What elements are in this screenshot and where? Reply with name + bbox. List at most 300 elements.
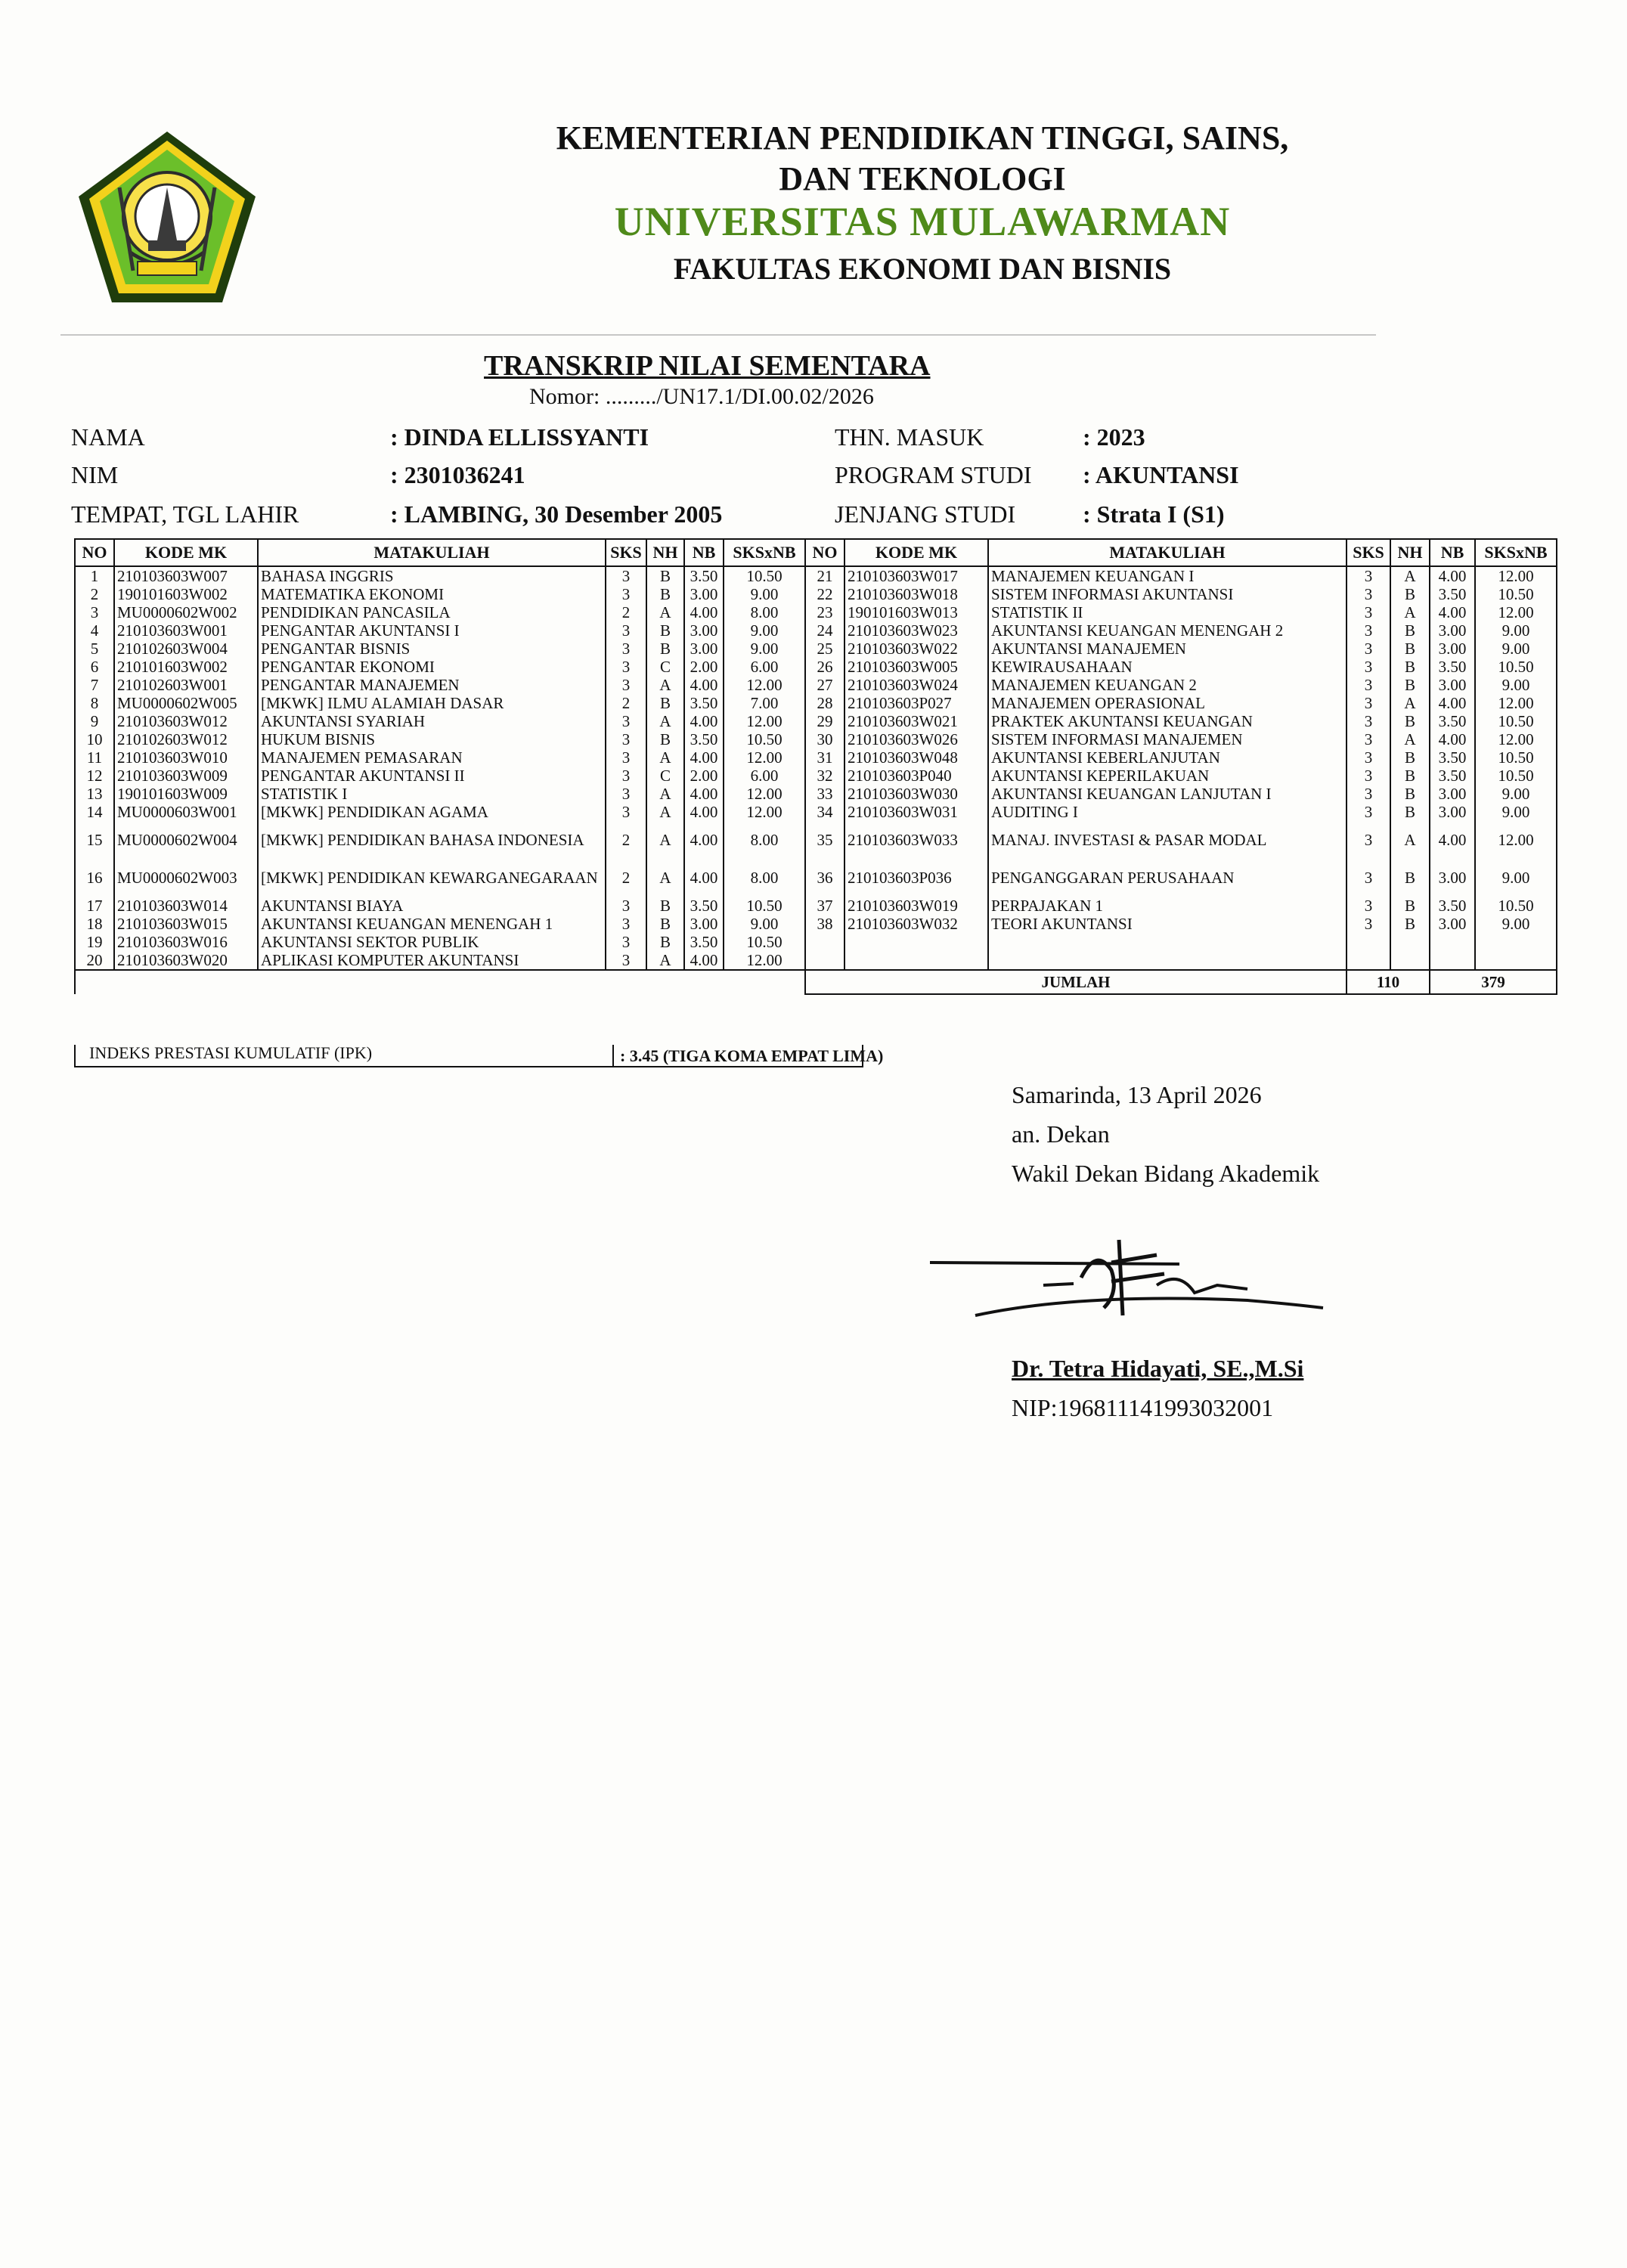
course-nb: 3.00 [1430,785,1475,803]
course-nb: 3.00 [1430,640,1475,658]
course-sks: 3 [606,897,646,915]
course-name: APLIKASI KOMPUTER AKUNTANSI [258,951,606,970]
signer-position: Wakil Dekan Bidang Akademik [1012,1160,1320,1187]
course-nb: 3.00 [1430,621,1475,640]
course-code: 210101603W002 [114,658,258,676]
signer-nip: NIP:196811141993032001 [1012,1394,1274,1421]
course-name: AKUNTANSI BIAYA [258,897,606,915]
total-sks: 110 [1347,970,1430,994]
course-sks: 3 [606,803,646,821]
course-nh: B [1390,712,1430,730]
course-nh: B [646,915,684,933]
handwritten-signature [930,1232,1338,1346]
course-nh: B [646,730,684,748]
course-sksxnb: 10.50 [724,566,805,585]
course-sks: 3 [1347,603,1390,621]
course-sksxnb: 9.00 [1475,859,1557,897]
course-nb: 3.00 [684,621,724,640]
course-name: MANAJEMEN PEMASARAN [258,748,606,767]
course-name: [MKWK] PENDIDIKAN KEWARGANEGARAAN [258,859,606,897]
table-row [75,915,1557,933]
table-row [75,951,1557,970]
course-nh: B [1390,785,1430,803]
course-nh: B [1390,915,1430,933]
course-sks: 3 [1347,730,1390,748]
course-no: 23 [805,603,844,621]
course-nb: 3.50 [1430,767,1475,785]
course-no: 17 [75,897,114,915]
course-sksxnb: 12.00 [724,785,805,803]
course-nb: 4.00 [1430,566,1475,585]
header-kode: KODE MK [114,539,258,566]
course-code: 210102603W001 [114,676,258,694]
ipk-value: : 3.45 (TIGA KOMA EMPAT LIMA) [620,1046,884,1065]
course-nb: 4.00 [1430,694,1475,712]
course-name: [MKWK] ILMU ALAMIAH DASAR [258,694,606,712]
course-sksxnb [1475,933,1557,951]
course-name [988,951,1347,970]
course-no: 14 [75,803,114,821]
course-sks: 3 [606,621,646,640]
place-date: Samarinda, 13 April 2026 [1012,1081,1262,1108]
course-code: 210103603W033 [844,821,988,859]
header-sks: SKS [606,539,646,566]
course-sks: 2 [606,603,646,621]
course-no: 30 [805,730,844,748]
course-nh: A [646,951,684,970]
course-sksxnb: 8.00 [724,821,805,859]
course-nb: 4.00 [1430,821,1475,859]
course-nb: 3.00 [1430,859,1475,897]
course-nh: A [646,821,684,859]
table-row [75,859,1557,897]
course-sks: 3 [1347,748,1390,767]
course-no: 9 [75,712,114,730]
course-nb: 3.50 [1430,712,1475,730]
course-code: 190101603W013 [844,603,988,621]
table-row [75,933,1557,951]
course-no [805,933,844,951]
course-no: 35 [805,821,844,859]
course-nb: 3.00 [684,585,724,603]
course-nh: B [1390,748,1430,767]
table-row [75,676,1557,694]
course-sks: 3 [606,566,646,585]
course-sks: 3 [606,933,646,951]
course-name: STATISTIK II [988,603,1347,621]
student-level: : Strata I (S1) [1083,500,1225,528]
course-name: AKUNTANSI KEBERLANJUTAN [988,748,1347,767]
course-sks: 3 [1347,585,1390,603]
header-no: NO [75,539,114,566]
university-logo [73,127,262,308]
course-name: SISTEM INFORMASI MANAJEMEN [988,730,1347,748]
student-nim: : 2301036241 [390,461,525,488]
student-birth: : LAMBING, 30 Desember 2005 [390,500,723,528]
course-code: 210103603W031 [844,803,988,821]
course-nh: C [646,658,684,676]
course-nb: 4.00 [684,951,724,970]
course-name: MATEMATIKA EKONOMI [258,585,606,603]
table-row [75,694,1557,712]
course-sksxnb: 9.00 [1475,803,1557,821]
course-sks: 3 [1347,859,1390,897]
course-no: 37 [805,897,844,915]
ministry-line1: KEMENTERIAN PENDIDIKAN TINGGI, SAINS, [556,119,1289,156]
course-sks: 3 [1347,712,1390,730]
course-no: 29 [805,712,844,730]
course-name: AKUNTANSI MANAJEMEN [988,640,1347,658]
course-nh: B [1390,585,1430,603]
course-sks: 3 [606,748,646,767]
total-label: JUMLAH [805,970,1347,994]
course-code: 210103603W048 [844,748,988,767]
student-year: : 2023 [1083,423,1145,451]
course-nh: A [1390,603,1430,621]
course-code: 210103603P027 [844,694,988,712]
table-row [75,767,1557,785]
course-code: 210103603W024 [844,676,988,694]
course-nb: 3.00 [684,915,724,933]
course-sksxnb: 9.00 [724,640,805,658]
course-code: 210103603W010 [114,748,258,767]
course-code: 210102603W012 [114,730,258,748]
course-name: BAHASA INGGRIS [258,566,606,585]
course-code: 210102603W004 [114,640,258,658]
course-sks: 3 [1347,767,1390,785]
course-no: 22 [805,585,844,603]
course-nh: B [646,621,684,640]
grades-table [74,538,1557,995]
course-name: MANAJEMEN KEUANGAN I [988,566,1347,585]
course-sks [1347,933,1390,951]
course-sks: 3 [1347,821,1390,859]
course-no: 38 [805,915,844,933]
course-no: 25 [805,640,844,658]
course-name: AKUNTANSI KEUANGAN MENENGAH 2 [988,621,1347,640]
course-nb: 4.00 [684,785,724,803]
course-sks: 3 [606,951,646,970]
grades-table-body [75,566,1557,970]
course-nb: 3.00 [1430,676,1475,694]
total-spacer [75,970,805,994]
course-code: 210103603W001 [114,621,258,640]
header-divider [60,334,1376,336]
table-row [75,603,1557,621]
course-sks: 3 [1347,621,1390,640]
table-row [75,785,1557,803]
course-nb: 4.00 [1430,730,1475,748]
course-sks: 3 [606,676,646,694]
course-sks: 3 [606,915,646,933]
course-no: 33 [805,785,844,803]
table-header-row [75,539,1557,566]
table-row [75,748,1557,767]
course-name: AKUNTANSI KEUANGAN MENENGAH 1 [258,915,606,933]
course-no: 34 [805,803,844,821]
course-nh: B [1390,676,1430,694]
course-nh: B [646,694,684,712]
course-no: 13 [75,785,114,803]
course-no: 20 [75,951,114,970]
course-sksxnb: 6.00 [724,767,805,785]
course-nh: A [646,803,684,821]
course-nh: A [646,785,684,803]
course-code: 210103603W012 [114,712,258,730]
course-nb: 3.00 [1430,915,1475,933]
course-sksxnb: 10.50 [1475,767,1557,785]
course-sksxnb: 9.00 [1475,785,1557,803]
course-nb: 3.50 [684,933,724,951]
course-nb: 3.00 [1430,803,1475,821]
signer-name: Dr. Tetra Hidayati, SE.,M.Si [1012,1355,1304,1382]
course-sksxnb: 9.00 [724,585,805,603]
course-code: 210103603P040 [844,767,988,785]
course-nh: A [1390,694,1430,712]
course-nh: B [1390,897,1430,915]
course-sksxnb: 9.00 [724,621,805,640]
course-sksxnb [1475,951,1557,970]
course-nb: 2.00 [684,767,724,785]
course-nb: 4.00 [1430,603,1475,621]
course-sks: 3 [1347,897,1390,915]
course-sksxnb: 12.00 [724,676,805,694]
course-name: PRAKTEK AKUNTANSI KEUANGAN [988,712,1347,730]
course-no: 24 [805,621,844,640]
nim-label: NIM [71,461,119,488]
course-sksxnb: 9.00 [724,915,805,933]
course-sksxnb: 10.50 [1475,658,1557,676]
course-nb: 3.50 [1430,658,1475,676]
course-nb: 3.50 [684,694,724,712]
student-program: : AKUNTANSI [1083,461,1239,488]
header-nh: NH [1390,539,1430,566]
course-nb [1430,951,1475,970]
course-sks: 3 [1347,803,1390,821]
course-sksxnb: 12.00 [1475,566,1557,585]
course-sksxnb: 12.00 [1475,821,1557,859]
course-sksxnb: 9.00 [1475,915,1557,933]
course-nb: 4.00 [684,748,724,767]
course-code: 210103603W014 [114,897,258,915]
course-name: PENGANTAR AKUNTANSI II [258,767,606,785]
student-name: : DINDA ELLISSYANTI [390,423,649,451]
course-sksxnb: 6.00 [724,658,805,676]
course-code: MU0000602W005 [114,694,258,712]
course-no: 27 [805,676,844,694]
ipk-label: INDEKS PRESTASI KUMULATIF (IPK) [89,1043,373,1062]
course-code: 190101603W009 [114,785,258,803]
course-code: 210103603W023 [844,621,988,640]
course-nb: 3.50 [684,566,724,585]
course-name: PENGANTAR AKUNTANSI I [258,621,606,640]
course-sks: 3 [1347,785,1390,803]
course-nb: 4.00 [684,803,724,821]
course-name: AKUNTANSI SEKTOR PUBLIK [258,933,606,951]
course-sks: 2 [606,859,646,897]
course-code: 210103603W019 [844,897,988,915]
table-row [75,566,1557,585]
course-code: 190101603W002 [114,585,258,603]
course-sksxnb: 9.00 [1475,621,1557,640]
course-name: PENGANTAR MANAJEMEN [258,676,606,694]
course-sksxnb: 12.00 [1475,603,1557,621]
total-sksxnb: 379 [1430,970,1557,994]
table-row [75,897,1557,915]
course-nh: A [1390,821,1430,859]
course-sksxnb: 10.50 [724,897,805,915]
course-sksxnb: 10.50 [1475,897,1557,915]
year-label: THN. MASUK [835,423,984,451]
course-name: PERPAJAKAN 1 [988,897,1347,915]
header-sksxnb: SKSxNB [724,539,805,566]
header-matakuliah: MATAKULIAH [258,539,606,566]
course-code: 210103603W017 [844,566,988,585]
course-nh: B [1390,803,1430,821]
table-row [75,821,1557,859]
course-sksxnb: 10.50 [1475,748,1557,767]
course-code: 210103603W015 [114,915,258,933]
course-sks: 3 [1347,676,1390,694]
course-nh: B [646,933,684,951]
course-sksxnb: 10.50 [724,933,805,951]
course-nh: B [646,897,684,915]
course-name: AUDITING I [988,803,1347,821]
course-sks: 3 [606,730,646,748]
ipk-divider [612,1045,614,1066]
course-code [844,933,988,951]
course-nb: 4.00 [684,821,724,859]
course-nh: A [646,748,684,767]
course-nh: A [646,712,684,730]
course-nh [1390,933,1430,951]
university-name: UNIVERSITAS MULAWARMAN [614,199,1231,244]
course-sksxnb: 12.00 [1475,730,1557,748]
course-code: 210103603W007 [114,566,258,585]
course-sks: 3 [1347,640,1390,658]
course-name: SISTEM INFORMASI AKUNTANSI [988,585,1347,603]
course-no: 18 [75,915,114,933]
on-behalf: an. Dekan [1012,1120,1110,1148]
course-nh: B [646,640,684,658]
course-sks: 3 [606,785,646,803]
course-sksxnb: 7.00 [724,694,805,712]
course-sksxnb: 8.00 [724,859,805,897]
course-no: 19 [75,933,114,951]
course-sks: 3 [606,585,646,603]
table-row [75,712,1557,730]
course-nh: A [1390,566,1430,585]
course-sks: 3 [606,640,646,658]
course-nb: 4.00 [684,859,724,897]
table-row [75,621,1557,640]
header-nh: NH [646,539,684,566]
course-code: 210103603W016 [114,933,258,951]
course-no: 6 [75,658,114,676]
course-sks: 3 [606,712,646,730]
course-name: PENDIDIKAN PANCASILA [258,603,606,621]
course-no [805,951,844,970]
course-code: MU0000602W002 [114,603,258,621]
course-nh: A [646,603,684,621]
level-label: JENJANG STUDI [835,500,1016,528]
course-sksxnb: 12.00 [724,803,805,821]
course-no: 1 [75,566,114,585]
course-name: PENGANGGARAN PERUSAHAAN [988,859,1347,897]
document-title: TRANSKRIP NILAI SEMENTARA [484,350,931,382]
course-code: 210103603W009 [114,767,258,785]
course-no: 21 [805,566,844,585]
course-name: PENGANTAR EKONOMI [258,658,606,676]
course-sksxnb: 10.50 [1475,585,1557,603]
course-sksxnb: 12.00 [724,951,805,970]
course-nh: B [1390,859,1430,897]
course-name: STATISTIK I [258,785,606,803]
table-row [75,730,1557,748]
course-sksxnb: 9.00 [1475,676,1557,694]
course-no: 31 [805,748,844,767]
course-name: MANAJEMEN KEUANGAN 2 [988,676,1347,694]
course-nb: 3.50 [684,730,724,748]
course-nb [1430,933,1475,951]
course-no: 7 [75,676,114,694]
course-sks: 2 [606,821,646,859]
course-code: 210103603W005 [844,658,988,676]
course-sks: 3 [606,658,646,676]
course-nb: 3.50 [1430,748,1475,767]
course-sksxnb: 12.00 [724,712,805,730]
header-kode: KODE MK [844,539,988,566]
course-nb: 3.00 [684,640,724,658]
header-no: NO [805,539,844,566]
course-code: 210103603W022 [844,640,988,658]
course-code: MU0000602W003 [114,859,258,897]
table-row [75,658,1557,676]
header-nb: NB [1430,539,1475,566]
course-name: AKUNTANSI SYARIAH [258,712,606,730]
course-nh: B [646,566,684,585]
course-nb: 3.50 [1430,897,1475,915]
course-nb: 4.00 [684,712,724,730]
course-no: 16 [75,859,114,897]
course-no: 2 [75,585,114,603]
course-no: 3 [75,603,114,621]
course-nh: B [1390,767,1430,785]
course-no: 10 [75,730,114,748]
course-code: 210103603P036 [844,859,988,897]
course-sks: 3 [1347,915,1390,933]
program-label: PROGRAM STUDI [835,461,1032,488]
course-sks: 2 [606,694,646,712]
course-no: 28 [805,694,844,712]
course-no: 8 [75,694,114,712]
course-no: 5 [75,640,114,658]
course-nh [1390,951,1430,970]
course-code: MU0000603W001 [114,803,258,821]
header-sksxnb: SKSxNB [1475,539,1557,566]
course-sks: 3 [1347,694,1390,712]
course-code [844,951,988,970]
header-sks: SKS [1347,539,1390,566]
course-code: 210103603W026 [844,730,988,748]
course-code: 210103603W020 [114,951,258,970]
course-no: 36 [805,859,844,897]
course-name: HUKUM BISNIS [258,730,606,748]
course-nb: 4.00 [684,603,724,621]
course-no: 4 [75,621,114,640]
table-row [75,640,1557,658]
course-name: [MKWK] PENDIDIKAN BAHASA INDONESIA [258,821,606,859]
